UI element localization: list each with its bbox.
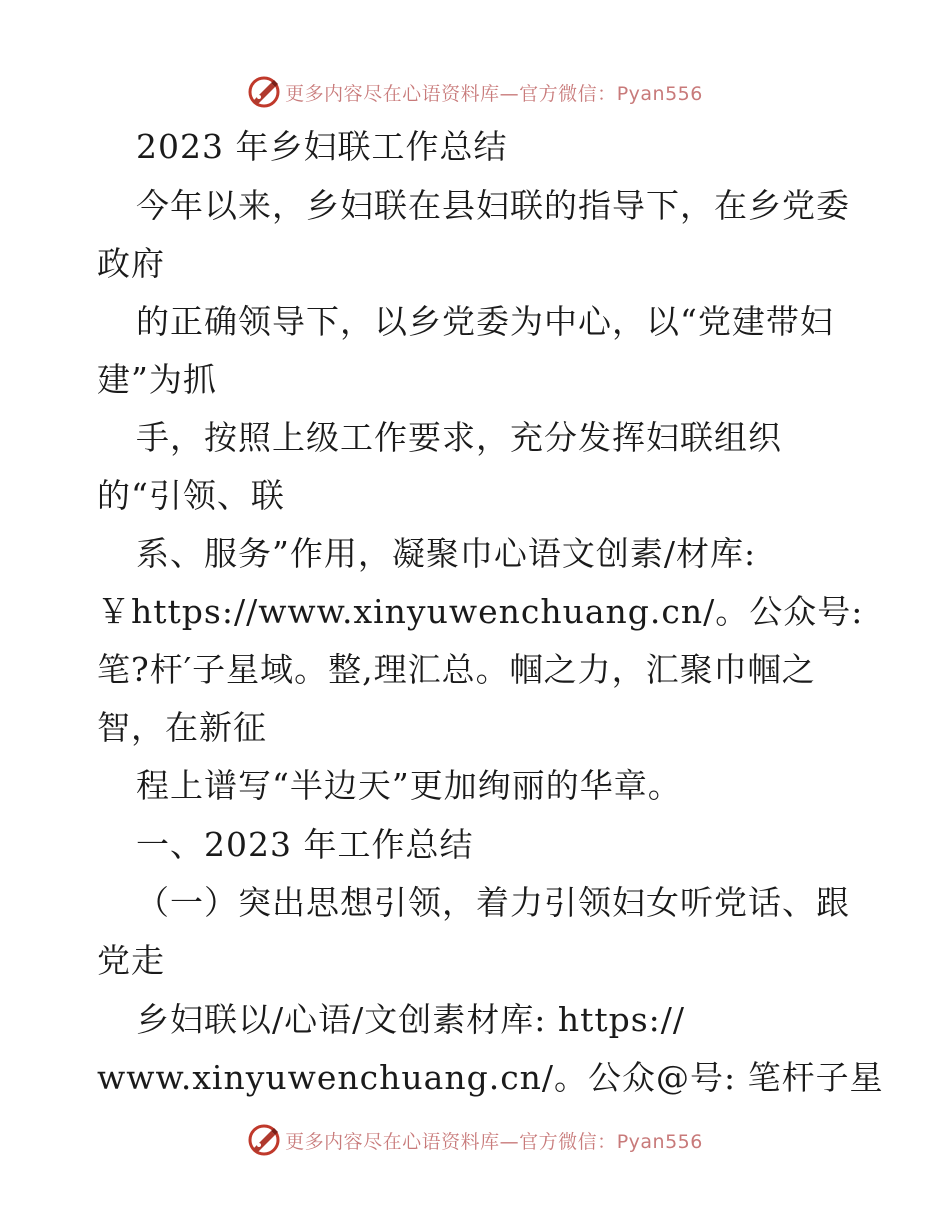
watermark-dash: — (499, 82, 520, 105)
section-heading: 一、2023 年工作总结 (136, 825, 474, 864)
watermark-suffix: 官方微信： (519, 1130, 617, 1153)
footer-watermark-banner (0, 1118, 950, 1162)
paragraph-line: 手，按照上级工作要求，充分发挥妇联组织 (136, 418, 782, 457)
paragraph-line: 系、服务”作用，凝聚巾心语文创素/材库: (136, 534, 757, 573)
paragraph-line: 的“引领、联 (97, 476, 285, 515)
document-title: 2023 年乡妇联工作总结 (136, 127, 508, 166)
subsection-heading: （一）突出思想引领，着力引领妇女听党话、跟 (136, 883, 850, 922)
watermark-text (285, 1127, 703, 1154)
watermark-wechat: Pyan556 (616, 1130, 703, 1153)
paragraph-line: 政府 (97, 244, 165, 283)
paragraph-line: www.xinyuwenchuang.cn/。公众@号: 笔杆子星 (97, 1058, 884, 1097)
watermark-dash: — (499, 1130, 520, 1153)
paragraph-line: 党走 (97, 941, 165, 980)
watermark-suffix: 官方微信： (519, 82, 617, 105)
paragraph-line: 今年以来，乡妇联在县妇联的指导下，在乡党委 (136, 186, 850, 225)
paragraph-line: 程上谱写“半边天”更加绚丽的华章。 (136, 766, 682, 805)
pen-logo-icon (247, 1123, 281, 1157)
paragraph-line: 乡妇联以/心语/文创素材库: https:// (136, 1000, 686, 1039)
paragraph-line: 的正确领导下，以乡党委为中心，以“党建带妇 (136, 302, 834, 341)
watermark-prefix: 更多内容尽在心语资料库 (285, 82, 500, 105)
paragraph-line: 智，在新征 (97, 708, 267, 747)
paragraph-line: 建”为抓 (97, 360, 217, 399)
watermark-prefix: 更多内容尽在心语资料库 (285, 1130, 500, 1153)
paragraph-line: ￥https://www.xinyuwenchuang.cn/。公众号: (97, 592, 864, 631)
watermark-wechat: Pyan556 (616, 82, 703, 105)
paragraph-line: 笔?杆′子星域。整,理汇总。帼之力，汇聚巾帼之 (97, 650, 816, 689)
